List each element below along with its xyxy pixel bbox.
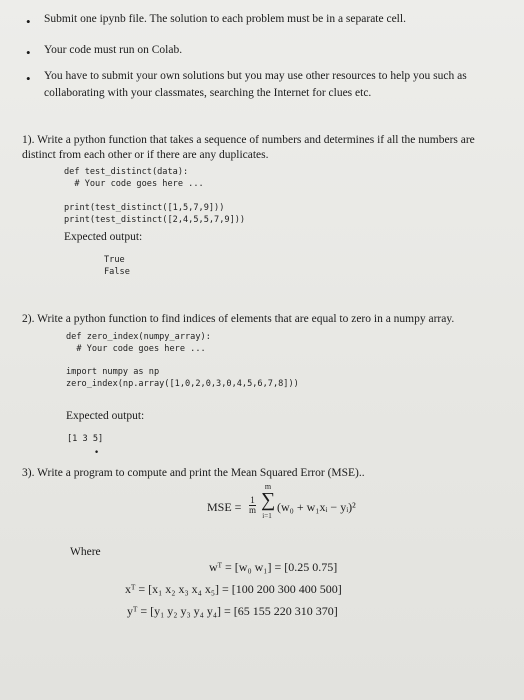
mse-fraction-denominator: m <box>249 505 257 515</box>
question-3-title: 3). Write a program to compute and print the Mean Squared Error (MSE).. <box>22 467 365 479</box>
question-2-code-call: import numpy as np zero_index(np.array([1,0,2,0,3,0,4,5,6,7,8])) <box>66 367 299 389</box>
question-2-expected-label: Expected output: <box>66 410 145 422</box>
question-1-expected-label: Expected output: <box>64 231 143 243</box>
y-vector-equation: yᵀ = [y₁ y₂ y₃ y₄ y₄] = [65 155 220 310 370] <box>127 604 338 618</box>
mse-fraction <box>249 496 256 515</box>
stray-mark: • <box>94 448 100 458</box>
instruction-1: Submit one ipynb file. The solution to each problem must be in a separate cell. <box>44 13 406 25</box>
mse-lhs: MSE = <box>207 500 242 514</box>
question-2-code-def: def zero_index(numpy_array): # Your code goes here ... <box>66 332 211 354</box>
question-1-code: def test_distinct(data): # Your code goes here ... print(test_distinct([1,5,7,9])) print(test_distinct([2,4,5,5,7,9])) <box>64 167 246 225</box>
question-2-output: [1 3 5] <box>67 434 104 444</box>
x-vector-equation: xᵀ = [x₁ x₂ x₃ x₄ x₅] = [100 200 300 400 500] <box>125 582 342 596</box>
instruction-2: Your code must run on Colab. <box>44 44 183 56</box>
w-vector-equation: wᵀ = [w₀ w₁] = [0.25 0.75] <box>209 560 338 574</box>
mse-fraction-numerator: 1 <box>250 495 255 505</box>
sigma-symbol: ∑ <box>261 489 276 511</box>
mse-sum-upper: m <box>264 482 272 491</box>
bullet-mark: • <box>26 71 31 86</box>
mse-sum-lower: i=1 <box>262 512 272 520</box>
mse-body: (w₀ + w₁xᵢ − yᵢ)² <box>277 500 356 514</box>
where-label: Where <box>70 546 101 558</box>
question-2-title: 2). Write a python function to find indices of elements that are equal to zero in a numpy array. <box>22 313 455 325</box>
question-1-output: True False <box>104 255 130 277</box>
question-1-title: 1). Write a python function that takes a sequence of numbers and determines if all the numbers are distinct from each other or if there are any duplicates. <box>22 134 475 161</box>
bullet-mark: • <box>26 45 31 60</box>
instruction-3: You have to submit your own solutions but you may use other resources to help you such as collaborating with your classmates, searching the Internet for clues etc. <box>44 70 467 99</box>
bullet-mark: • <box>26 14 31 29</box>
